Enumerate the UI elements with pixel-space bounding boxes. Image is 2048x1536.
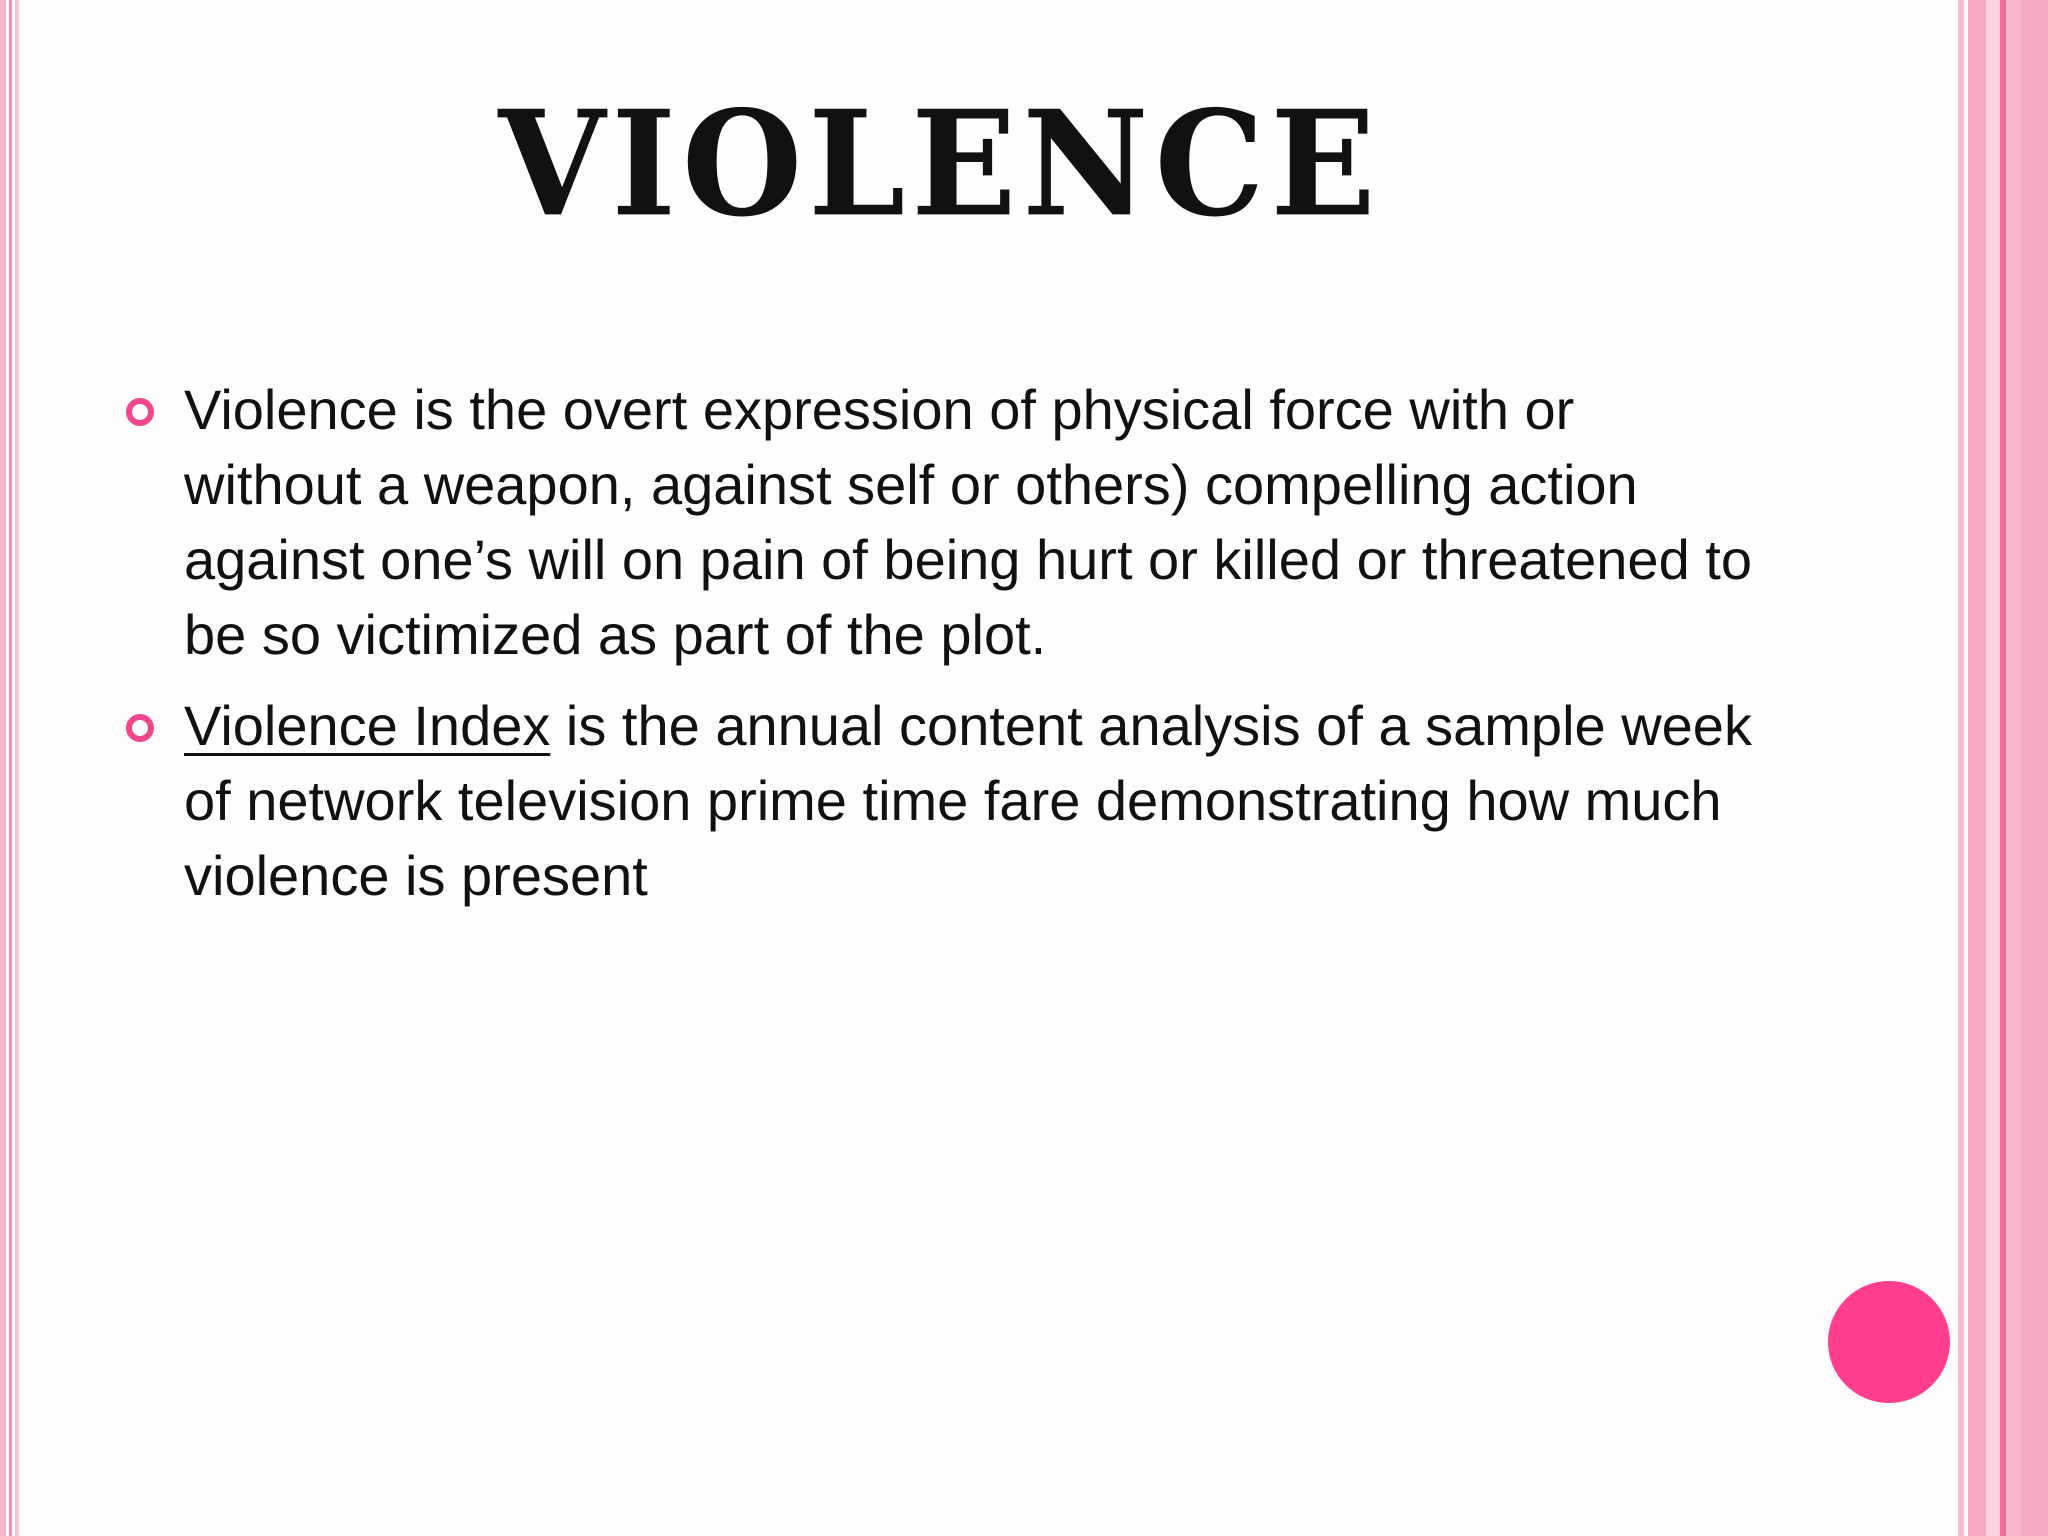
ring-bullet-icon: [126, 398, 154, 426]
ring-bullet-icon: [126, 714, 154, 742]
bullet-item: [126, 688, 1766, 913]
bullet-term: Violence Index: [184, 694, 551, 757]
right-border-stripe: [1968, 0, 1986, 1536]
right-border-stripe: [1958, 0, 1964, 1536]
bullet-text: Violence is the overt expression of physical force with or without a weapon, against self or others) compelling action against one’s will on pain of being hurt or killed or threatened to be so victimized as part of the plot.: [184, 378, 1752, 666]
right-border-stripe: [2006, 0, 2022, 1536]
bullet-list: [126, 372, 1766, 929]
right-border-stripe: [1986, 0, 2000, 1536]
slide-title: VIOLENCE: [498, 77, 1382, 250]
right-border-stripe: [2022, 0, 2048, 1536]
bullet-text: is the annual content analysis of a sample week of network television prime time fare demonstrating how much violence is present: [184, 694, 1752, 907]
bullet-item: [126, 372, 1766, 672]
decorative-circle: [1828, 1281, 1950, 1403]
